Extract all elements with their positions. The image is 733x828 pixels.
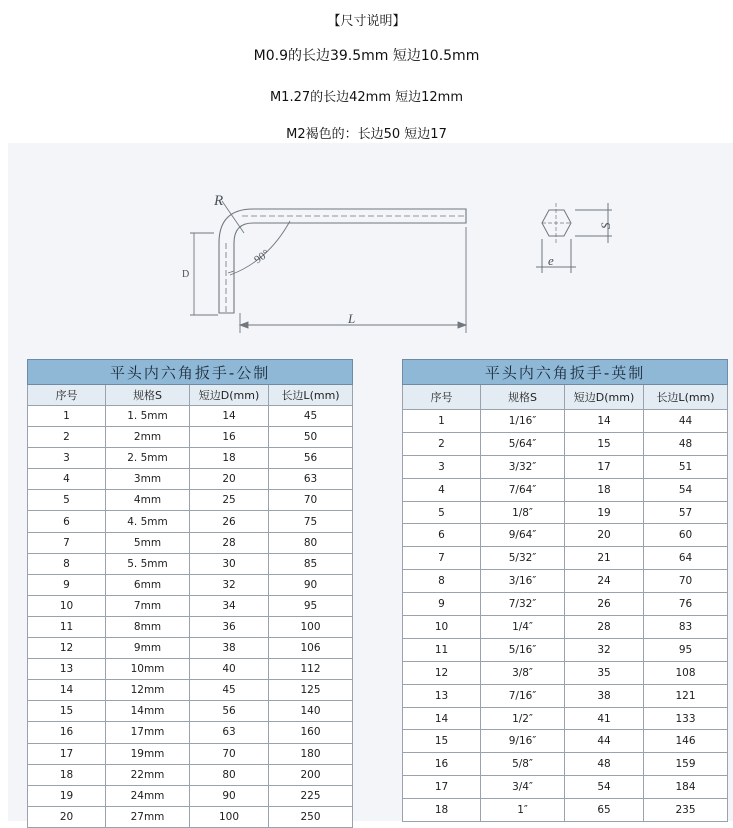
short-side-cell: 40 [190, 659, 269, 680]
index-cell: 16 [403, 753, 481, 776]
short-side-cell: 26 [190, 511, 269, 532]
index-cell: 3 [28, 448, 106, 469]
table-row [28, 553, 353, 574]
short-side-cell: 32 [565, 638, 644, 661]
short-side-cell: 90 [190, 785, 269, 806]
short-side-cell: 32 [190, 574, 269, 595]
index-cell: 17 [28, 743, 106, 764]
index-cell: 11 [28, 616, 106, 637]
spec-cell: 19mm [106, 743, 190, 764]
index-cell: 1 [403, 410, 481, 433]
spec-cell: 1″ [481, 799, 565, 822]
spec-cell: 7/32″ [481, 593, 565, 616]
long-side-cell: 95 [269, 595, 353, 616]
long-side-cell: 180 [269, 743, 353, 764]
long-side-cell: 133 [644, 707, 728, 730]
table-row [28, 722, 353, 743]
long-side-cell: 70 [269, 490, 353, 511]
long-side-cell: 63 [269, 469, 353, 490]
spec-cell: 1. 5mm [106, 406, 190, 427]
spec-cell: 9mm [106, 638, 190, 659]
size-note-m09: M0.9的长边39.5mm 短边10.5mm [253, 48, 480, 64]
table-row [28, 785, 353, 806]
table-row [28, 574, 353, 595]
table-row [403, 638, 728, 661]
spec-cell: 5/16″ [481, 638, 565, 661]
metric-hex-key-table [27, 359, 353, 828]
index-cell: 10 [403, 616, 481, 639]
spec-cell: 22mm [106, 764, 190, 785]
spec-cell: 10mm [106, 659, 190, 680]
long-side-cell: 60 [644, 524, 728, 547]
short-side-cell: 28 [565, 616, 644, 639]
table-row [403, 501, 728, 524]
long-side-cell: 108 [644, 661, 728, 684]
short-side-cell: 36 [190, 616, 269, 637]
spec-cell: 4. 5mm [106, 511, 190, 532]
index-cell: 12 [28, 638, 106, 659]
long-side-cell: 54 [644, 478, 728, 501]
index-cell: 8 [403, 570, 481, 593]
spec-cell: 3/32″ [481, 455, 565, 478]
short-side-cell: 65 [565, 799, 644, 822]
spec-cell: 1/16″ [481, 410, 565, 433]
short-side-cell: 24 [565, 570, 644, 593]
long-side-cell: 121 [644, 684, 728, 707]
metric-table-title: 平头内六角扳手-公制 [28, 360, 353, 385]
size-note-heading: 【尺寸说明】 [327, 14, 406, 29]
long-side-cell: 225 [269, 785, 353, 806]
short-side-cell: 35 [565, 661, 644, 684]
short-side-cell: 44 [565, 730, 644, 753]
table-row [28, 490, 353, 511]
long-side-cell: 85 [269, 553, 353, 574]
spec-cell: 1/4″ [481, 616, 565, 639]
table-row [403, 455, 728, 478]
index-cell: 20 [28, 806, 106, 827]
index-cell: 11 [403, 638, 481, 661]
short-side-cell: 41 [565, 707, 644, 730]
table-row [403, 730, 728, 753]
long-side-cell: 160 [269, 722, 353, 743]
index-cell: 14 [403, 707, 481, 730]
long-side-cell: 75 [269, 511, 353, 532]
table-row [28, 701, 353, 722]
table-row [28, 511, 353, 532]
d-dimension-line [190, 233, 218, 315]
short-side-cell: 80 [190, 764, 269, 785]
long-side-cell: 125 [269, 680, 353, 701]
label-l: L [348, 311, 356, 326]
size-note-m127: M1.27的长边42mm 短边12mm [269, 90, 464, 105]
spec-cell: 7/64″ [481, 478, 565, 501]
table-row [28, 448, 353, 469]
index-cell: 4 [28, 469, 106, 490]
table-row [403, 410, 728, 433]
index-cell: 15 [403, 730, 481, 753]
index-cell: 5 [28, 490, 106, 511]
short-side-cell: 18 [190, 448, 269, 469]
index-cell: 14 [28, 680, 106, 701]
short-side-cell: 48 [565, 753, 644, 776]
spec-cell: 3/16″ [481, 570, 565, 593]
short-side-cell: 38 [190, 638, 269, 659]
table-row [403, 776, 728, 799]
table-row [28, 638, 353, 659]
long-side-cell: 64 [644, 547, 728, 570]
short-side-cell: 54 [565, 776, 644, 799]
long-side-cell: 140 [269, 701, 353, 722]
index-cell: 13 [403, 684, 481, 707]
short-side-cell: 100 [190, 806, 269, 827]
short-side-cell: 20 [190, 469, 269, 490]
short-side-cell: 17 [565, 455, 644, 478]
index-cell: 2 [403, 432, 481, 455]
long-side-cell: 112 [269, 659, 353, 680]
spec-cell: 5mm [106, 532, 190, 553]
short-side-cell: 45 [190, 680, 269, 701]
index-cell: 6 [403, 524, 481, 547]
long-side-cell: 184 [644, 776, 728, 799]
index-cell: 7 [28, 532, 106, 553]
label-s: S [598, 222, 613, 229]
index-cell: 16 [28, 722, 106, 743]
label-e: e [548, 253, 554, 268]
long-side-cell: 83 [644, 616, 728, 639]
metric-header-spec: 规格S [106, 385, 190, 406]
spec-cell: 7/16″ [481, 684, 565, 707]
long-side-cell: 146 [644, 730, 728, 753]
long-side-cell: 56 [269, 448, 353, 469]
spec-cell: 5. 5mm [106, 553, 190, 574]
table-row [28, 616, 353, 637]
long-side-cell: 95 [644, 638, 728, 661]
imperial-table-title: 平头内六角扳手-英制 [403, 360, 728, 385]
short-side-cell: 26 [565, 593, 644, 616]
spec-cell: 24mm [106, 785, 190, 806]
spec-cell: 3/8″ [481, 661, 565, 684]
index-cell: 7 [403, 547, 481, 570]
table-row [403, 524, 728, 547]
table-row [28, 680, 353, 701]
short-side-cell: 21 [565, 547, 644, 570]
index-cell: 18 [403, 799, 481, 822]
index-cell: 1 [28, 406, 106, 427]
long-side-cell: 57 [644, 501, 728, 524]
table-row [403, 753, 728, 776]
short-side-cell: 28 [190, 532, 269, 553]
long-side-cell: 45 [269, 406, 353, 427]
imperial-hex-key-table [402, 359, 728, 822]
spec-cell: 4mm [106, 490, 190, 511]
table-row [403, 707, 728, 730]
spec-cell: 5/64″ [481, 432, 565, 455]
table-row [403, 616, 728, 639]
spec-cell: 2. 5mm [106, 448, 190, 469]
table-row [403, 478, 728, 501]
table-row [403, 661, 728, 684]
index-cell: 6 [28, 511, 106, 532]
short-side-cell: 14 [190, 406, 269, 427]
index-cell: 13 [28, 659, 106, 680]
short-side-cell: 15 [565, 432, 644, 455]
label-r: R [214, 193, 224, 209]
long-side-cell: 76 [644, 593, 728, 616]
table-row [403, 593, 728, 616]
index-cell: 10 [28, 595, 106, 616]
long-side-cell: 48 [644, 432, 728, 455]
index-cell: 18 [28, 764, 106, 785]
spec-cell: 1/8″ [481, 501, 565, 524]
long-side-cell: 106 [269, 638, 353, 659]
long-side-cell: 200 [269, 764, 353, 785]
imperial-header-long-side: 长边L(mm) [644, 385, 728, 410]
spec-cell: 6mm [106, 574, 190, 595]
metric-header-long-side: 长边L(mm) [269, 385, 353, 406]
table-row [28, 532, 353, 553]
long-side-cell: 235 [644, 799, 728, 822]
metric-header-short-side: 短边D(mm) [190, 385, 269, 406]
spec-cell: 1/2″ [481, 707, 565, 730]
spec-cell: 3/4″ [481, 776, 565, 799]
table-row [28, 659, 353, 680]
table-row [403, 684, 728, 707]
index-cell: 3 [403, 455, 481, 478]
short-side-cell: 56 [190, 701, 269, 722]
long-side-cell: 44 [644, 410, 728, 433]
short-side-cell: 34 [190, 595, 269, 616]
table-row [28, 469, 353, 490]
short-side-cell: 14 [565, 410, 644, 433]
spec-cell: 5/8″ [481, 753, 565, 776]
radius-leader [222, 201, 290, 275]
short-side-cell: 16 [190, 427, 269, 448]
index-cell: 17 [403, 776, 481, 799]
short-side-cell: 70 [190, 743, 269, 764]
short-side-cell: 38 [565, 684, 644, 707]
long-side-cell: 51 [644, 455, 728, 478]
index-cell: 9 [28, 574, 106, 595]
index-cell: 9 [403, 593, 481, 616]
size-note-m2: M2褐色的：长边50 短边17 [286, 127, 447, 142]
spec-cell: 8mm [106, 616, 190, 637]
spec-cell: 5/32″ [481, 547, 565, 570]
imperial-header-spec: 规格S [481, 385, 565, 410]
spec-cell: 9/16″ [481, 730, 565, 753]
long-side-cell: 100 [269, 616, 353, 637]
index-cell: 19 [28, 785, 106, 806]
short-side-cell: 25 [190, 490, 269, 511]
spec-cell: 14mm [106, 701, 190, 722]
short-side-cell: 18 [565, 478, 644, 501]
table-row [28, 764, 353, 785]
table-row [28, 427, 353, 448]
long-side-cell: 50 [269, 427, 353, 448]
table-row [403, 432, 728, 455]
long-side-cell: 70 [644, 570, 728, 593]
index-cell: 15 [28, 701, 106, 722]
spec-cell: 2mm [106, 427, 190, 448]
spec-cell: 9/64″ [481, 524, 565, 547]
label-angle: 90° [252, 247, 272, 267]
metric-header-index: 序号 [28, 385, 106, 406]
table-row [28, 743, 353, 764]
index-cell: 8 [28, 553, 106, 574]
imperial-header-short-side: 短边D(mm) [565, 385, 644, 410]
short-side-cell: 20 [565, 524, 644, 547]
long-side-cell: 90 [269, 574, 353, 595]
spec-cell: 3mm [106, 469, 190, 490]
spec-cell: 27mm [106, 806, 190, 827]
index-cell: 2 [28, 427, 106, 448]
long-side-cell: 80 [269, 532, 353, 553]
short-side-cell: 19 [565, 501, 644, 524]
long-side-cell: 250 [269, 806, 353, 827]
spec-cell: 7mm [106, 595, 190, 616]
index-cell: 12 [403, 661, 481, 684]
label-d: D [182, 269, 190, 280]
table-row [28, 406, 353, 427]
spec-cell: 12mm [106, 680, 190, 701]
table-row [28, 806, 353, 827]
table-row [403, 570, 728, 593]
table-row [28, 595, 353, 616]
table-row [403, 799, 728, 822]
short-side-cell: 30 [190, 553, 269, 574]
spec-cell: 17mm [106, 722, 190, 743]
index-cell: 5 [403, 501, 481, 524]
long-side-cell: 159 [644, 753, 728, 776]
index-cell: 4 [403, 478, 481, 501]
hex-key-dimension-drawing [8, 143, 733, 358]
short-side-cell: 63 [190, 722, 269, 743]
imperial-header-index: 序号 [403, 385, 481, 410]
table-row [403, 547, 728, 570]
